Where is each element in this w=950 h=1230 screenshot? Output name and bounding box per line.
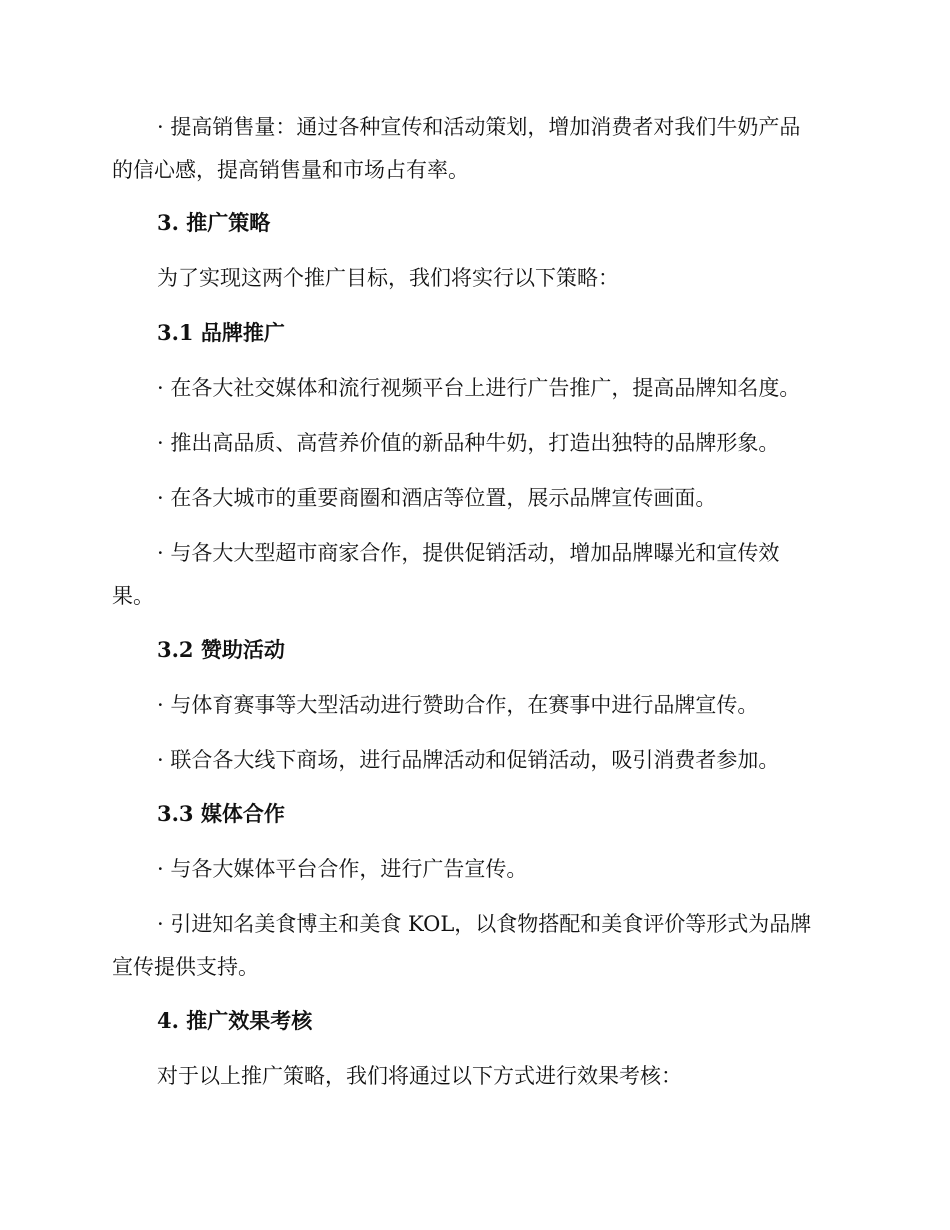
subsection-heading-media: 3.3 媒体合作 [157, 801, 285, 826]
bullet-media-platforms: · 与各大媒体平台合作，进行广告宣传。 [157, 857, 528, 881]
bullet-sales-line-1: · 提高销售量：通过各种宣传和活动策划，增加消费者对我们牛奶产品 [157, 115, 801, 139]
strategy-intro-text: 为了实现这两个推广目标，我们将实行以下策略： [157, 266, 619, 290]
bullet-social-media: · 在各大社交媒体和流行视频平台上进行广告推广，提高品牌知名度。 [157, 376, 801, 400]
bullet-sales-line-2: 的信心感，提高销售量和市场占有率。 [112, 158, 469, 182]
bullet-city-display: · 在各大城市的重要商圈和酒店等位置，展示品牌宣传画面。 [157, 486, 717, 510]
bullet-mall-events: · 联合各大线下商场，进行品牌活动和促销活动，吸引消费者参加。 [157, 748, 780, 772]
bullet-supermarket-line-2: 果。 [112, 584, 154, 608]
subsection-heading-brand: 3.1 品牌推广 [157, 320, 285, 345]
bullet-sports-sponsorship: · 与体育赛事等大型活动进行赞助合作，在赛事中进行品牌宣传。 [157, 693, 759, 717]
bullet-food-kol-line-1: · 引进知名美食博主和美食 KOL，以食物搭配和美食评价等形式为品牌 [157, 912, 812, 936]
evaluation-intro-text: 对于以上推广策略，我们将通过以下方式进行效果考核： [157, 1064, 682, 1088]
bullet-food-kol-line-2: 宣传提供支持。 [112, 955, 259, 979]
subsection-heading-sponsorship: 3.2 赞助活动 [157, 637, 285, 662]
section-heading-evaluation: 4. 推广效果考核 [157, 1008, 313, 1033]
bullet-new-product: · 推出高品质、高营养价值的新品种牛奶，打造出独特的品牌形象。 [157, 431, 780, 455]
bullet-supermarket-line-1: · 与各大大型超市商家合作，提供促销活动，增加品牌曝光和宣传效 [157, 541, 780, 565]
section-heading-strategy: 3. 推广策略 [157, 210, 271, 235]
